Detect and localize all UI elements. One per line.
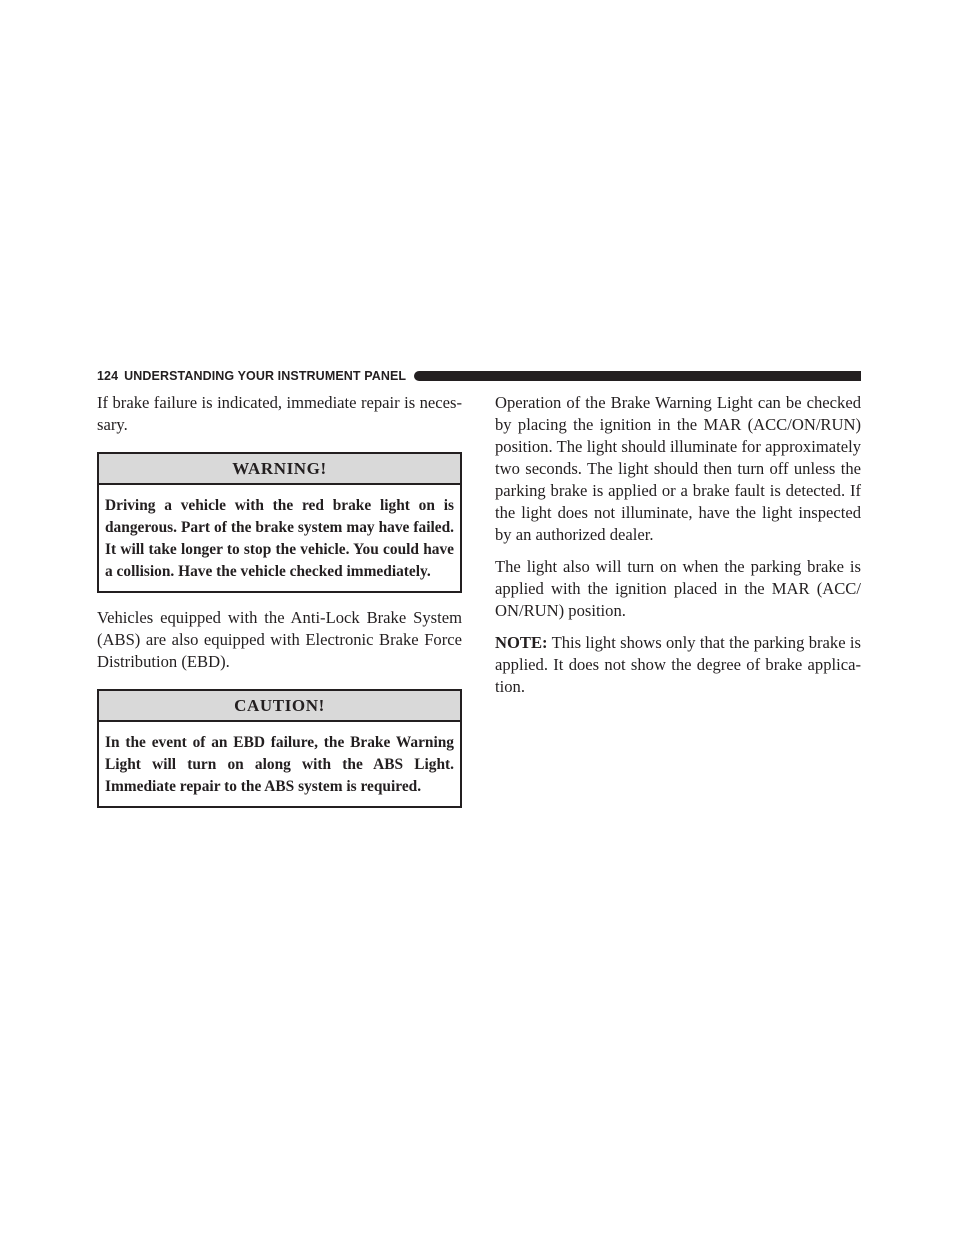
section-title: UNDERSTANDING YOUR INSTRUMENT PANEL bbox=[124, 369, 407, 383]
warning-title: WARNING! bbox=[99, 454, 460, 485]
note-paragraph bbox=[495, 632, 861, 698]
ebd-paragraph: Vehicles equipped with the Anti-Lock Brake System (ABS) are also equipped with Electronic Brake Force Distribution (EBD). bbox=[97, 608, 462, 671]
page-number: 124 bbox=[97, 369, 119, 383]
left-column bbox=[97, 392, 462, 822]
warning-box bbox=[97, 452, 462, 593]
warning-text: Driving a vehicle with the red brake light on is dangerous. Part of the brake system may have failed. It will take longer to stop the vehicle. You could have a collision. Have the vehicle checked immediately. bbox=[105, 497, 454, 580]
brake-failure-paragraph: If brake failure is indicated, immediate repair is neces-sary. bbox=[97, 393, 462, 434]
right-column bbox=[495, 392, 861, 708]
parking-brake-paragraph: The light also will turn on when the parking brake is applied with the ignition placed in the MAR (ACC/ ON/RUN) position. bbox=[495, 557, 861, 620]
note-label: NOTE: bbox=[495, 633, 548, 652]
caution-title: CAUTION! bbox=[99, 691, 460, 722]
caution-box bbox=[97, 689, 462, 808]
brake-light-check-paragraph: Operation of the Brake Warning Light can be checked by placing the ignition in the MAR (ACC/ON/RUN) position. The light should illuminate for approximately two seconds. The light should then turn off unless the parking brake is applied or a brake fault is detected. If the light does not illuminate, have the light inspected by an authorized dealer. bbox=[495, 393, 861, 544]
caution-text: In the event of an EBD failure, the Brake Warning Light will turn on along with the ABS Light. Immediate repair to the ABS system is required. bbox=[105, 734, 454, 795]
note-text: This light shows only that the parking brake is applied. It does not show the degree of brake applica-tion. bbox=[495, 633, 861, 696]
header-rule bbox=[414, 371, 861, 381]
page-header bbox=[97, 368, 861, 384]
